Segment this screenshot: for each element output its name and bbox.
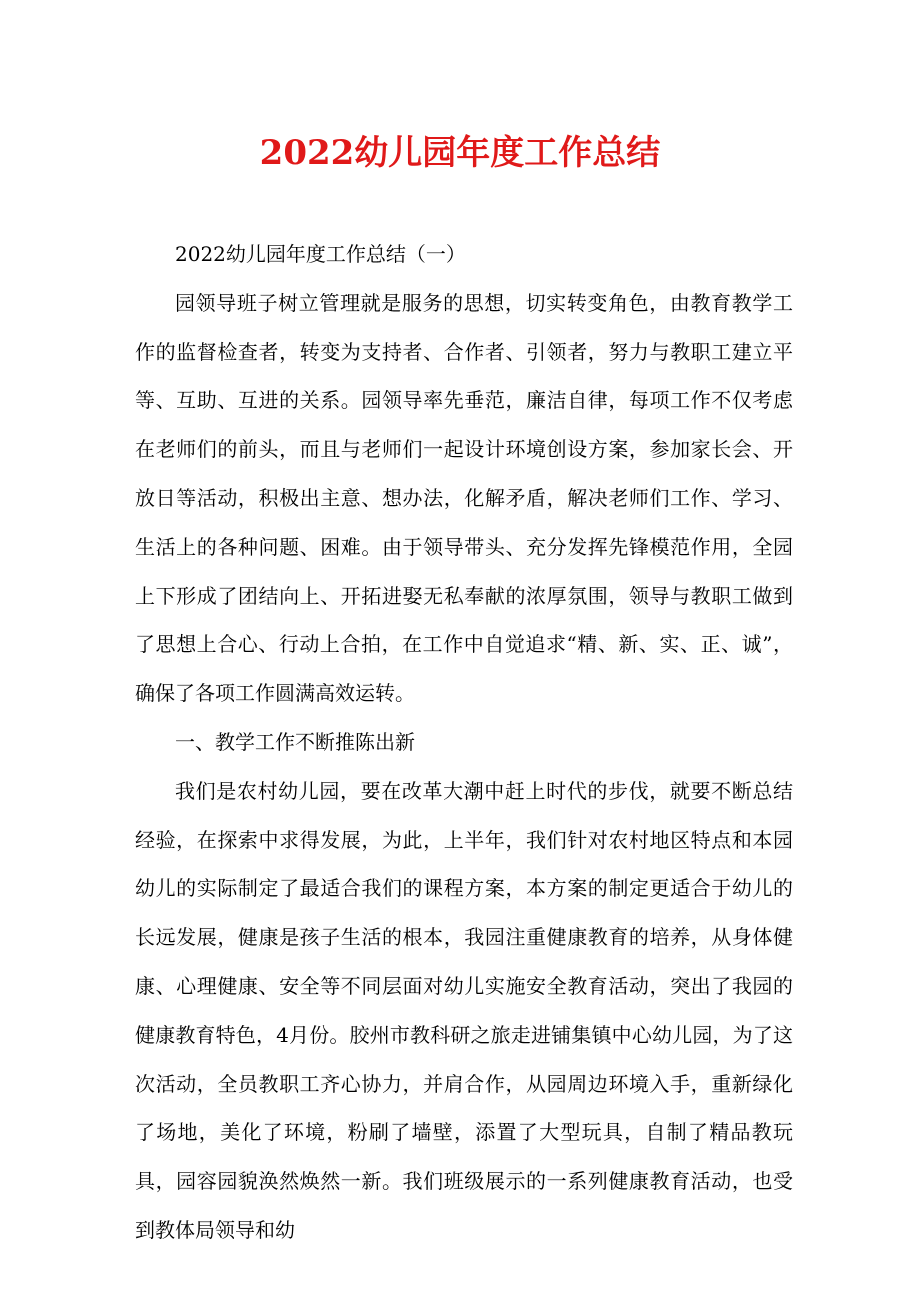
- body-paragraph: 园领导班子树立管理就是服务的思想，切实转变角色，由教育教学工作的监督检查者，转变为支持者、合作者、引领者，努力与教职工建立平等、互助、互进的关系。园领导率先垂范，廉洁自律，每项工作不仅考虑在老师们的前头，而且与老师们一起设计环境创设方案，参加家长会、开放日等活动，积极出主意、想办法，化解矛盾，解决老师们工作、学习、生活上的各种问题、困难。由于领导带头、充分发挥先锋模范作用，全园上下形成了团结向上、开拓进娶无私奉献的浓厚氛围，领导与教职工做到了思想上合心、行动上合拍，在工作中自觉追求“精、新、实、正、诚”，确保了各项工作圆满高效运转。: [135, 290, 793, 706]
- subtitle-paragraph: 2022幼儿园年度工作总结（一）: [175, 242, 466, 266]
- section-heading: 一、教学工作不断推陈出新: [175, 729, 415, 754]
- document-title: 2022幼儿园年度工作总结: [259, 133, 661, 173]
- document-body: [135, 230, 793, 1255]
- body-paragraph: 我们是农村幼儿园，要在改革大潮中赶上时代的步伐，就要不断总结经验，在探索中求得发展，为此，上半年，我们针对农村地区特点和本园幼儿的实际制定了最适合我们的课程方案，本方案的制定更适合于幼儿的长远发展，健康是孩子生活的根本，我园注重健康教育的培养，从身体健康、心理健康、安全等不同层面对幼儿实施安全教育活动，突出了我园的健康教育特色，4月份。胶州市教科研之旅走进铺集镇中心幼儿园，为了这次活动，全员教职工齐心协力，并肩合作，从园周边环境入手，重新绿化了场地，美化了环境，粉刷了墙壁，添置了大型玩具，自制了精品教玩具，园容园貌涣然焕然一新。我们班级展示的一系列健康教育活动，也受到教体局领导和幼: [135, 778, 793, 1242]
